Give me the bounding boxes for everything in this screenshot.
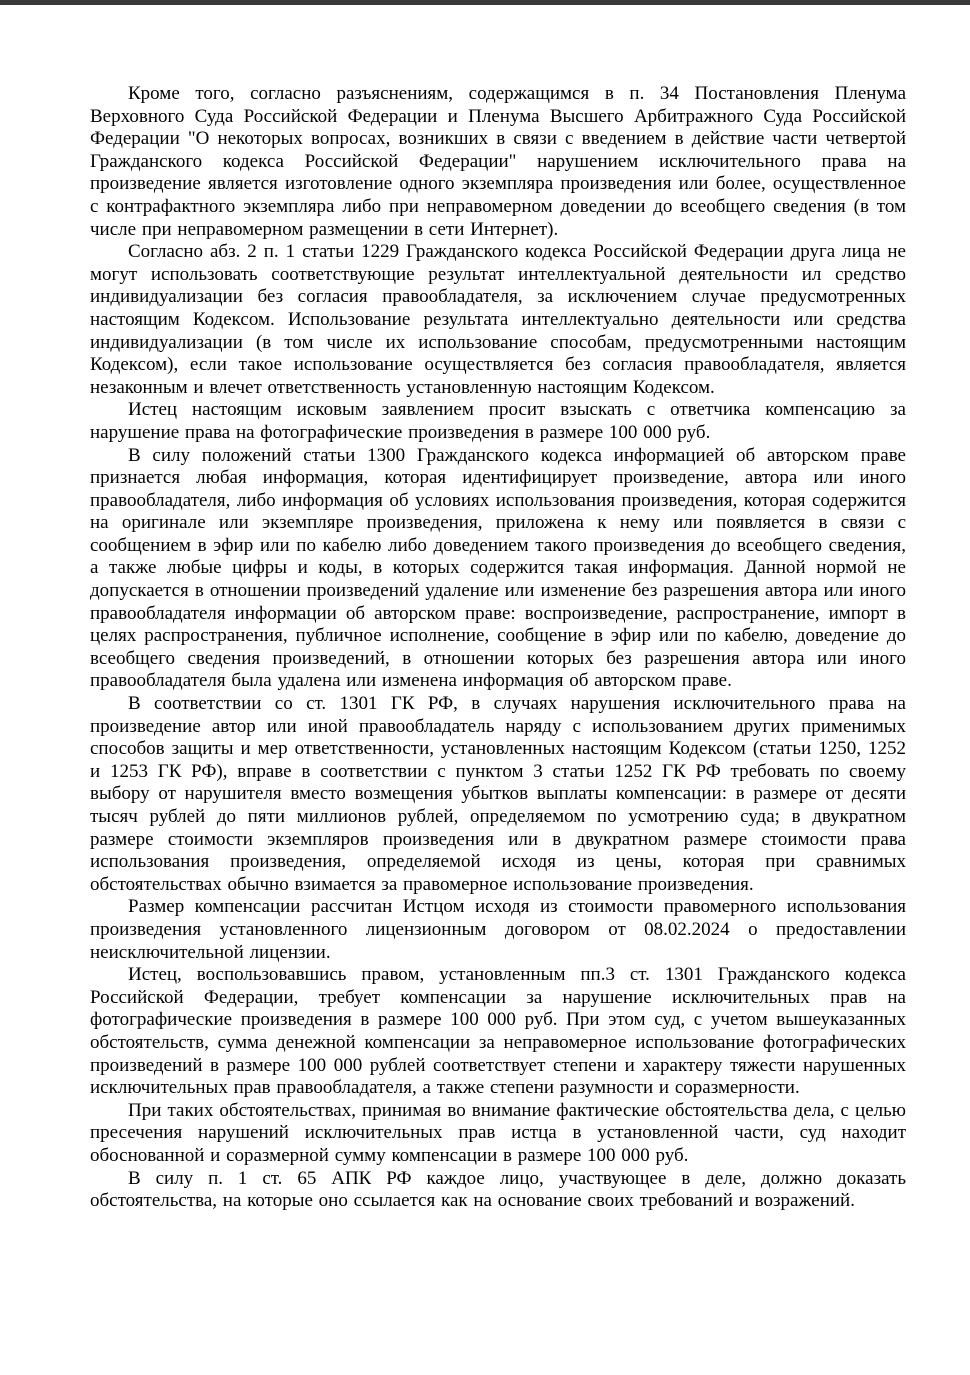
paragraph-apk-65: В силу п. 1 ст. 65 АПК РФ каждое лицо, участвующее в деле, должно доказать обстоятельства, на которые оно ссылается как на основание своих требований и возражений.: [90, 1167, 906, 1212]
paragraph-court-conclusion: При таких обстоятельствах, принимая во внимание фактические обстоятельства дела, с целью пресечения нарушений исключительных прав истца в установленной части, суд находит обоснованной и соразмерной сумму компенсации в размере 100 000 руб.: [90, 1099, 906, 1166]
paragraph-plenum-34: Кроме того, согласно разъяснениям, содержащимся в п. 34 Постановления Пленума Верховного Суда Российской Федерации и Пленума Высшего Арбитражного Суда Российской Федерации "О некоторых вопросах, возникших в связи с введением в действие части четвертой Гражданского кодекса Российской Федерации" нарушением исключительного права на произведение является изготовление одного экземпляра произведения или более, осуществленное с контрафактного экземпляра либо при неправомерном доведении до всеобщего сведения (в том числе при неправомерном размещении в сети Интернет).: [90, 83, 906, 240]
paragraph-article-1229: Согласно абз. 2 п. 1 статьи 1229 Гражданского кодекса Российской Федерации друга лица не могут использовать соответствующие результат интеллектуальной деятельности ил средство индивидуализации без согласия правообладателя, за исключением случае предусмотренных настоящим Кодексом. Использование результата интеллектуально деятельности или средства индивидуализации (в том числе их использование способам, предусмотренными настоящим Кодексом), если такое использование осуществляется без согласия правообладателя, является незаконным и влечет ответственность установленную настоящим Кодексом.: [90, 241, 906, 398]
paragraph-claim-compensation: Истец настоящим исковым заявлением просит взыскать с ответчика компенсацию за нарушение права на фотографические произведения в размере 100 000 руб.: [90, 399, 906, 443]
paragraph-claim-pp3-1301: Истец, воспользовавшись правом, установленным пп.3 ст. 1301 Гражданского кодекса Российской Федерации, требует компенсации за нарушение исключительных прав на фотографические произведения в размере 100 000 руб. При этом суд, с учетом вышеуказанных обстоятельств, сумма денежной компенсации за неправомерное использование фотографических произведений в размере 100 000 рублей соответствует степени и характеру тяжести нарушенных исключительных прав правообладателя, а также степени разумности и соразмерности.: [90, 964, 906, 1099]
paragraph-article-1300: В силу положений статьи 1300 Гражданского кодекса информацией об авторском праве признается любая информация, которая идентифицирует произведение, автора или иного правообладателя, либо информация об условиях использования произведения, которая содержится на оригинале или экземпляре произведения, приложена к нему или появляется в связи с сообщением в эфир или по кабелю либо доведением такого произведения до всеобщего сведения, а также любые цифры и коды, в которых содержится такая информация. Данной нормой не допускается в отношении произведений удаление или изменение без разрешения автора или иного правообладателя информации об авторском праве: воспроизведение, распространение, импорт в целях распространения, публичное исполнение, сообщение в эфир или по кабелю, доведение до всеобщего сведения произведений, в отношении которых без разрешения автора или иного правообладателя была удалена или изменена информация об авторском праве.: [90, 444, 906, 692]
paragraph-compensation-size: Размер компенсации рассчитан Истцом исходя из стоимости правомерного использования произведения установленного лицензионным договором от 08.02.2024 о предоставлении неисключительной лицензии.: [90, 896, 906, 963]
document-page: [90, 83, 906, 1213]
paragraph-article-1301: В соответствии со ст. 1301 ГК РФ, в случаях нарушения исключительного права на произведение автор или иной правообладатель наряду с использованием других применимых способов защиты и мер ответственности, установленных настоящим Кодексом (статьи 1250, 1252 и 1253 ГК РФ), вправе в соответствии с пунктом 3 статьи 1252 ГК РФ требовать по своему выбору от нарушителя вместо возмещения убытков выплаты компенсации: в размере от десяти тысяч рублей до пяти миллионов рублей, определяемом по усмотрению суда; в двукратном размере стоимости экземпляров произведения или в двукратном размере стоимости права использования произведения, определяемой исходя из цены, которая при сравнимых обстоятельствах обычно взимается за правомерное использование произведения.: [90, 693, 906, 895]
scan-top-edge-bar: [0, 0, 970, 5]
